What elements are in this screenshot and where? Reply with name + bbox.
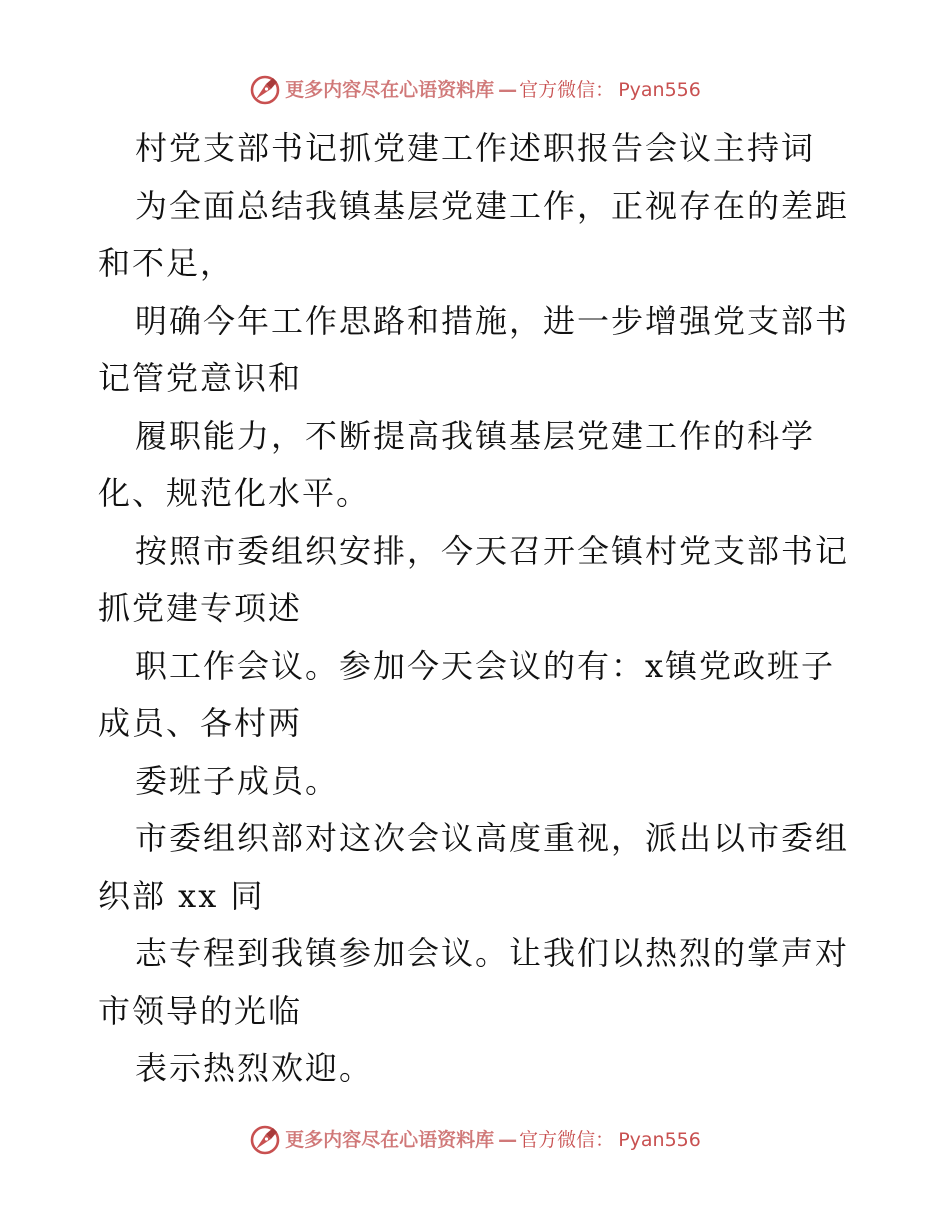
paragraph-line: 志专程到我镇参加会议。让我们以热烈的掌声对 [135,934,850,972]
header-banner-separator: — [498,79,516,101]
document-title: 村党支部书记抓党建工作述职报告会议主持词 [135,129,816,167]
footer-banner-main-text: 更多内容尽在心语资料库 [285,1129,495,1151]
paragraph-line: 市委组织部对这次会议高度重视，派出以市委组 [135,819,850,857]
paragraph-line: 明确今年工作思路和措施，进一步增强党支部书 [135,301,850,340]
paragraph-line: 织部 xx 同 [98,876,265,915]
paragraph-line: 为全面总结我镇基层党建工作，正视存在的差距 [135,186,850,225]
paragraph-line: 职工作会议。参加今天会议的有：x镇党政班子 [135,646,836,685]
paragraph-line: 化、规范化水平。 [98,474,371,512]
paragraph-line: 表示热烈欢迎。 [135,1049,374,1087]
paragraph-line: 履职能力，不断提高我镇基层党建工作的科学 [135,416,816,455]
footer-banner [0,1120,950,1160]
paragraph-line: 按照市委组织安排，今天召开全镇村党支部书记 [135,531,850,570]
header-banner-label: 官方微信： [519,79,615,101]
paragraph-line: 委班子成员。 [135,761,340,800]
paragraph-line: 记管党意识和 [98,359,303,397]
paragraph-line: 抓党建专项述 [98,589,303,627]
pen-nib-circle-logo-icon [249,74,281,106]
document-body [98,120,878,1098]
paragraph-line: 和不足， [98,244,235,282]
header-banner-main-text: 更多内容尽在心语资料库 [285,79,495,101]
paragraph-line: 市领导的光临 [98,991,303,1030]
footer-banner-account: Pyan556 [618,1129,701,1151]
pen-nib-circle-logo-icon [249,1124,281,1156]
footer-banner-label: 官方微信： [519,1129,615,1151]
header-banner [0,70,950,110]
paragraph-line: 成员、各村两 [98,704,303,742]
header-banner-account: Pyan556 [618,79,701,101]
footer-banner-separator: — [498,1129,516,1151]
